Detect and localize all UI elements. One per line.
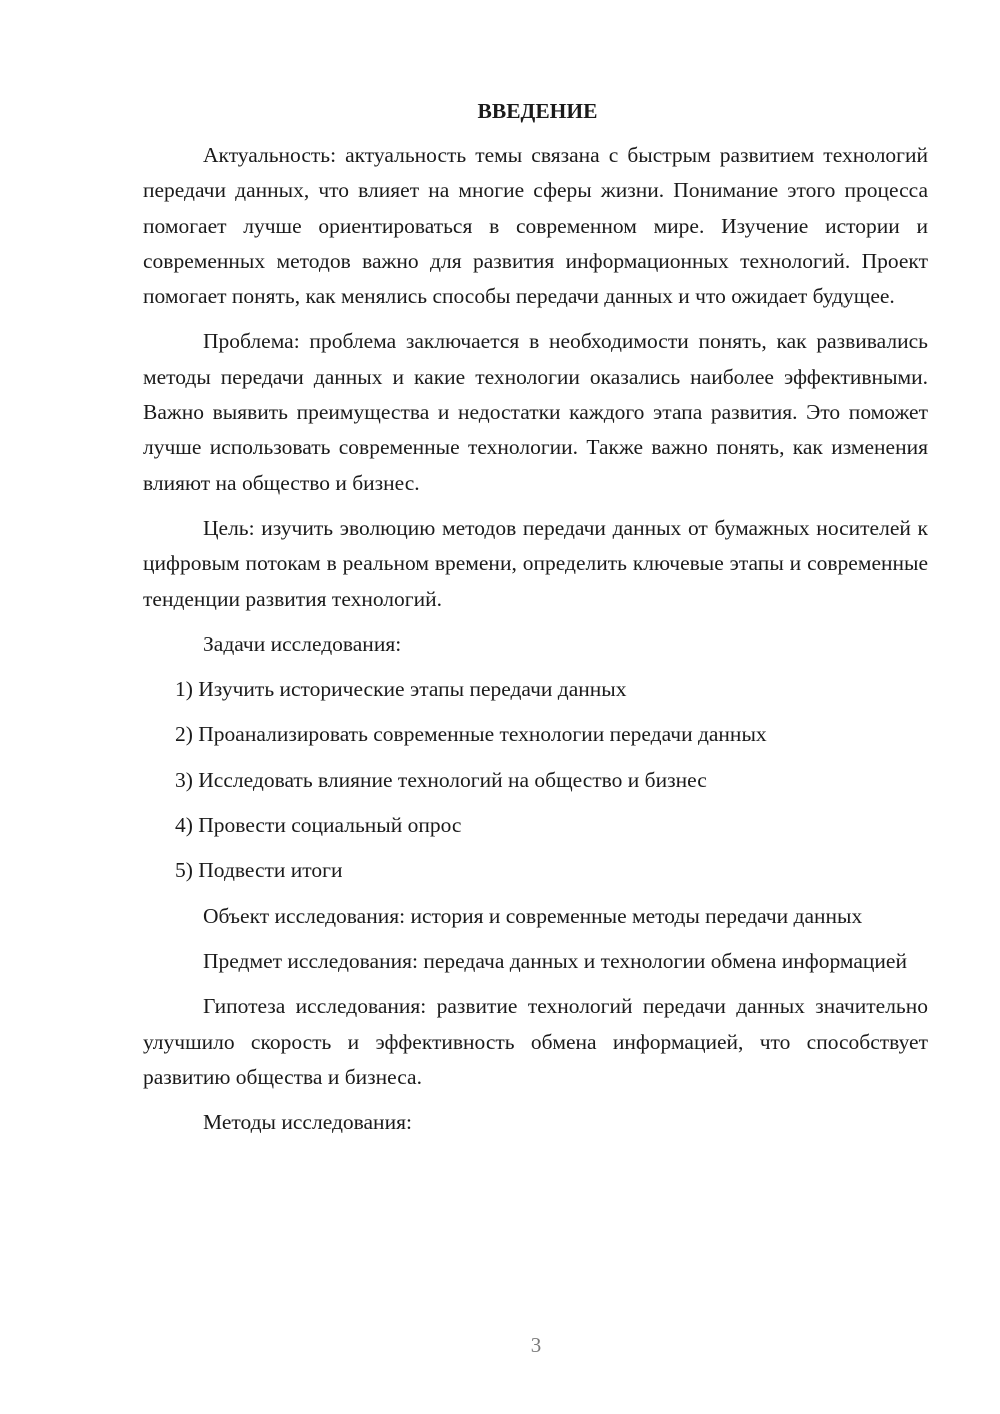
paragraph-problem: Проблема: проблема заключается в необходимости понять, как развивались методы передачи данных и какие технологии оказались наиболее эффективными. Важно выявить преимущества и недостатки каждого этапа развития. Это поможет лучше использовать современные технологии. Также важно понять, как изменения влияют на общество и бизнес. xyxy=(143,329,928,495)
page-number: 3 xyxy=(530,1333,542,1357)
tasks-label: Задачи исследования: xyxy=(203,631,402,656)
paragraph-relevance: Актуальность: актуальность темы связана с быстрым развитием технологий передачи данных, что влияет на многие сферы жизни. Понимание этого процесса помогает лучше ориентироваться в современном мире. Изучение истории и современных методов важно для развития информационных технологий. Проект помогает понять, как менялись способы передачи данных и что ожидает будущее. xyxy=(143,143,928,309)
paragraph-object: Объект исследования: история и современные методы передачи данных xyxy=(203,903,863,928)
tasks-list xyxy=(143,672,928,888)
paragraph-goal: Цель: изучить эволюцию методов передачи данных от бумажных носителей к цифровым потокам в реальном времени, определить ключевые этапы и современные тенденции развития технологий. xyxy=(143,515,928,611)
list-item: 3) Исследовать влияние технологий на общество и бизнес xyxy=(175,767,707,792)
page-content xyxy=(143,92,928,1150)
paragraph-subject: Предмет исследования: передача данных и технологии обмена информацией xyxy=(203,948,907,973)
list-item: 5) Подвести итоги xyxy=(175,858,343,883)
page-heading: ВВЕДЕНИЕ xyxy=(477,99,598,123)
list-item: 4) Провести социальный опрос xyxy=(175,813,462,838)
list-item: 1) Изучить исторические этапы передачи данных xyxy=(175,677,627,702)
list-item: 2) Проанализировать современные технологии передачи данных xyxy=(175,722,767,747)
methods-label: Методы исследования: xyxy=(203,1110,412,1135)
paragraph-hypothesis: Гипотеза исследования: развитие технологий передачи данных значительно улучшило скорость и эффективность обмена информацией, что способствует развитию общества и бизнеса. xyxy=(143,994,928,1089)
